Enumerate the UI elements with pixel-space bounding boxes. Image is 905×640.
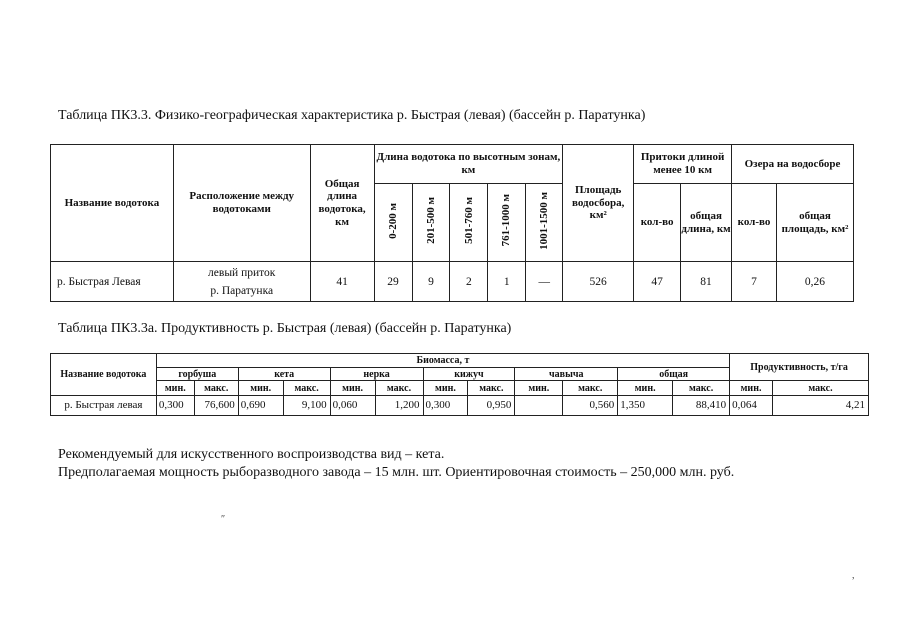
cell-value: 9,100 [283,395,330,415]
header-min: мин. [330,381,375,395]
cell-zone-1: 29 [374,262,412,302]
header-species-5: чавыча [515,368,618,381]
physical-geography-table [50,144,854,302]
header-species-4: кижуч [423,368,515,381]
productivity-table [50,353,869,416]
header-min: мин. [156,381,194,395]
header-productivity: Продуктивность, т/га [730,354,869,381]
header-min: мин. [423,381,468,395]
cell-value: 88,410 [673,395,730,415]
cell-location [173,262,310,302]
header-min: мин. [515,381,563,395]
header-max: макс. [673,381,730,395]
cell-value: 0,064 [730,395,773,415]
table-row [51,262,854,302]
header-max: макс. [468,381,515,395]
scan-speck: ″ [221,514,226,525]
header-zone-1: 0-200 м [374,184,412,262]
table1-caption: Таблица ПК3.3. Физико-географическая характеристика р. Быстрая (левая) (бассейн р. Паратунка) [58,108,646,123]
header-max: макс. [375,381,423,395]
header-name: Название водотока [51,354,157,396]
header-zone-2: 201-500 м [412,184,450,262]
cell-zone-2: 9 [412,262,450,302]
header-trib-length: общая длина, км [681,184,732,262]
cell-value: 0,560 [563,395,618,415]
header-min: мин. [618,381,673,395]
cell-lakes-count: 7 [732,262,777,302]
header-lakes-group: Озера на водосборе [732,145,854,184]
header-min: мин. [238,381,283,395]
header-min: мин. [730,381,773,395]
header-max: макс. [283,381,330,395]
header-zone-4: 761-1000 м [488,184,526,262]
cell-zone-5: — [526,262,563,302]
recommendation-text: Рекомендуемый для искусственного воспроизводства вид – кета. [58,447,445,462]
scan-speck: , [852,570,855,581]
cell-total-length: 41 [310,262,374,302]
header-location: Расположение между водотоками [173,145,310,262]
header-max: макс. [194,381,238,395]
cell-value [515,395,563,415]
header-area: Площадь водосбора, км² [563,145,634,262]
cell-location-line2: р. Паратунка [210,284,274,297]
header-biomass: Биомасса, т [156,354,729,368]
cell-value: 0,950 [468,395,515,415]
capacity-text: Предполагаемая мощность рыборазводного завода – 15 млн. шт. Ориентировочная стоимость – 250,000 млн. руб. [58,465,735,480]
header-name: Название водотока [51,145,174,262]
cell-zone-4: 1 [488,262,526,302]
cell-location-line1: левый приток [208,266,276,279]
header-lakes-area: общая площадь, км² [776,184,853,262]
cell-zone-3: 2 [450,262,488,302]
cell-area: 526 [563,262,634,302]
cell-value: 76,600 [194,395,238,415]
cell-value: 1,200 [375,395,423,415]
header-max: макс. [563,381,618,395]
header-zone-5: 1001-1500 м [526,184,563,262]
cell-value: 1,350 [618,395,673,415]
cell-lakes-area: 0,26 [776,262,853,302]
header-tributaries-group: Притоки длиной менее 10 км [634,145,732,184]
table-row [51,395,869,415]
cell-value: 0,300 [156,395,194,415]
header-zones-group: Длина водотока по высотным зонам, км [374,145,563,184]
cell-value: 4,21 [773,395,869,415]
cell-value: 0,060 [330,395,375,415]
cell-trib-length: 81 [681,262,732,302]
cell-value: 0,300 [423,395,468,415]
header-species-1: горбуша [156,368,238,381]
header-zone-3: 501-760 м [450,184,488,262]
header-max: макс. [773,381,869,395]
header-lakes-count: кол-во [732,184,777,262]
header-species-2: кета [238,368,330,381]
cell-name: р. Быстрая Левая [51,262,174,302]
table2-caption: Таблица ПК3.3а. Продуктивность р. Быстрая (левая) (бассейн р. Паратунка) [58,321,512,336]
cell-value: 0,690 [238,395,283,415]
header-species-6: общая [618,368,730,381]
cell-name: р. Быстрая левая [51,395,157,415]
cell-trib-count: 47 [634,262,681,302]
header-trib-count: кол-во [634,184,681,262]
header-total-length: Общая длина водотока, км [310,145,374,262]
header-species-3: нерка [330,368,423,381]
